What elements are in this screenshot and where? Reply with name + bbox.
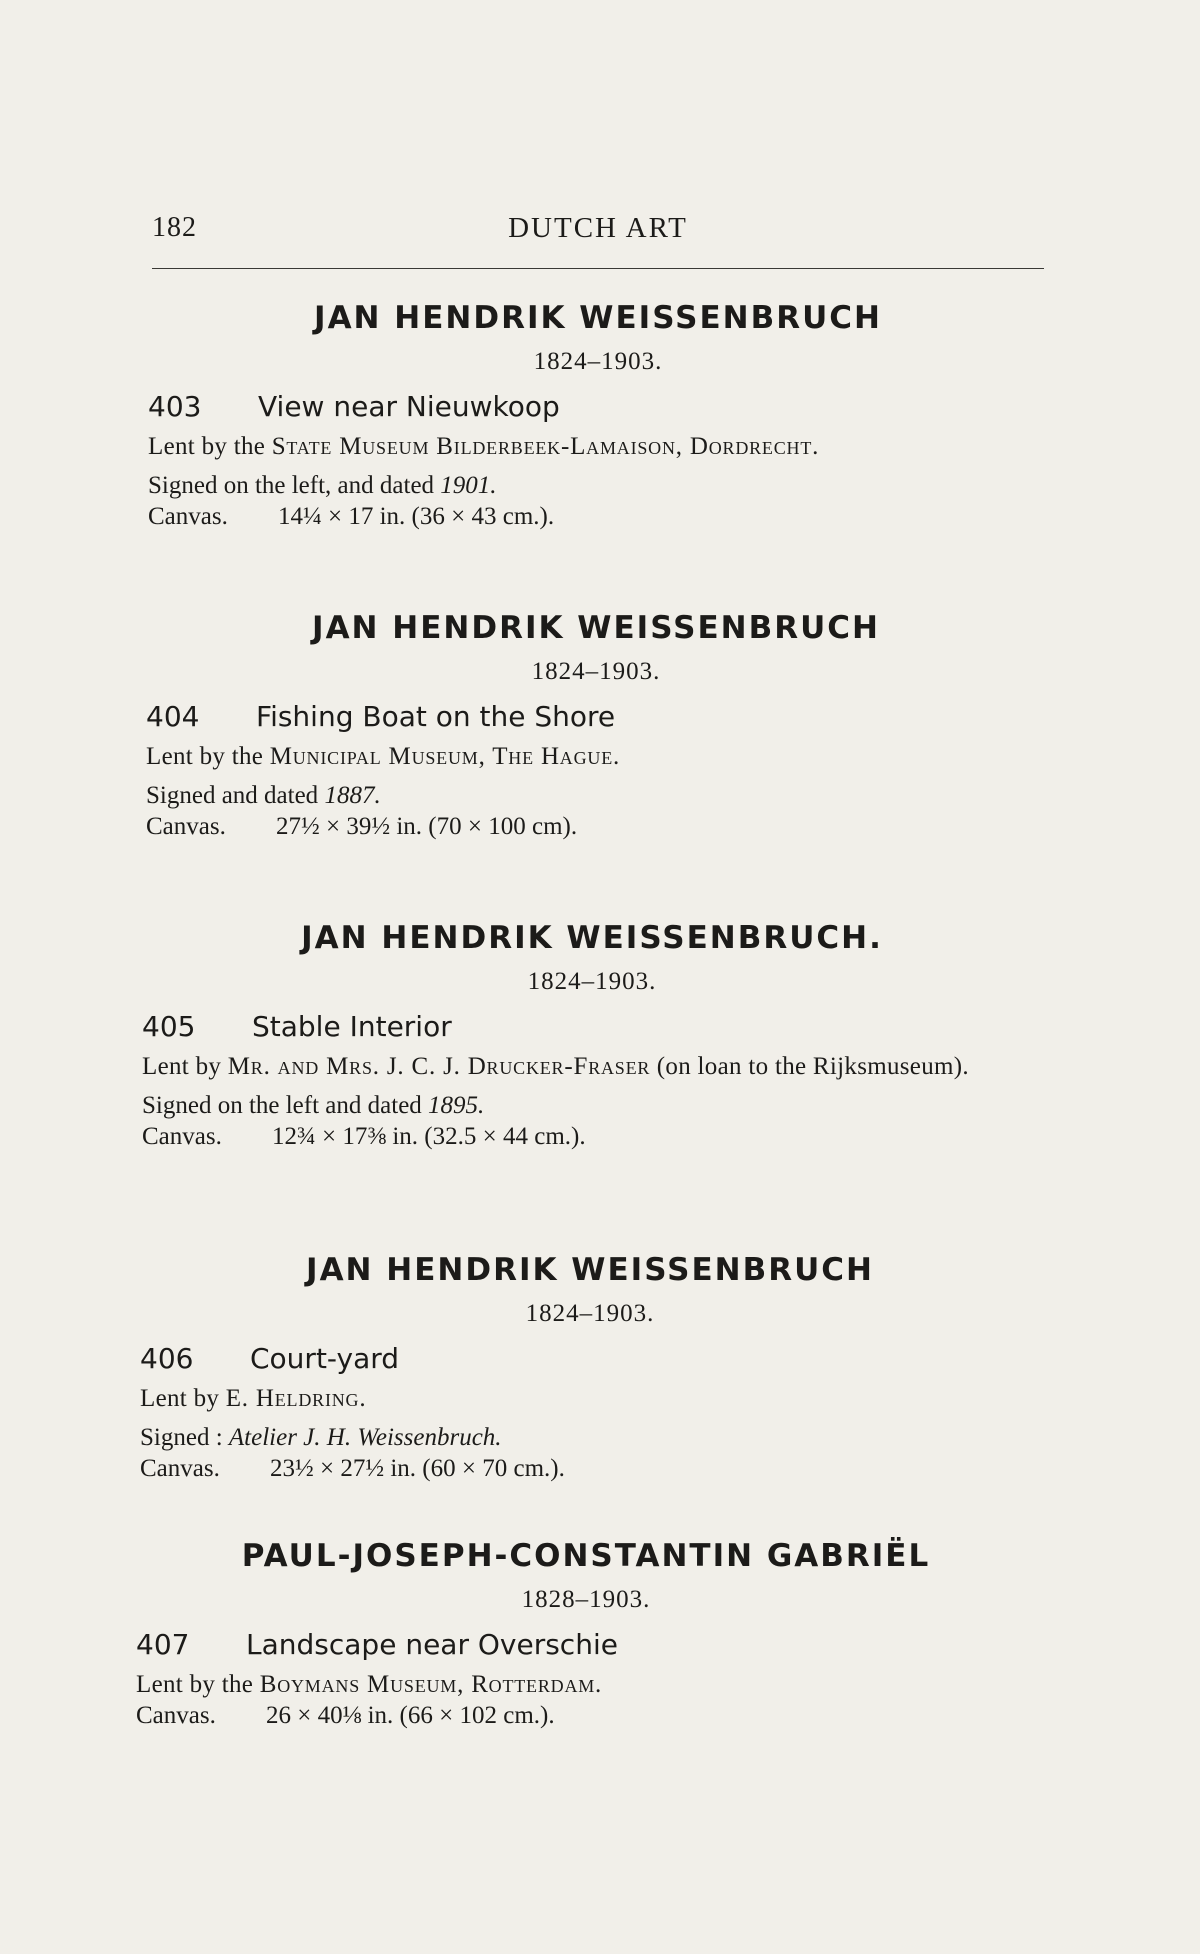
lender-note: (on loan to the Rijksmuseum). bbox=[656, 1053, 969, 1080]
signature-text: Signed and dated bbox=[146, 782, 319, 809]
lender-line bbox=[140, 1383, 1040, 1414]
signature-line bbox=[140, 1422, 1040, 1453]
medium: Canvas. bbox=[146, 813, 226, 840]
lender-prefix: Lent by the bbox=[136, 1671, 254, 1698]
signature-inscription: Atelier J. H. Weissenbruch. bbox=[228, 1424, 502, 1451]
artist-name: PAUL-JOSEPH-CONSTANTIN GABRIËL bbox=[241, 1538, 931, 1574]
catalogue-entry-407 bbox=[136, 1538, 1036, 1731]
entry-number: 404 bbox=[146, 700, 200, 733]
signature-text: Signed : bbox=[140, 1424, 223, 1451]
medium-line bbox=[148, 501, 1048, 532]
artist-dates: 1824–1903. bbox=[525, 1300, 655, 1327]
signature-text: Signed on the left, and dated bbox=[148, 472, 435, 499]
signature-line bbox=[146, 780, 1046, 811]
lender-line bbox=[146, 741, 1046, 772]
catalogue-entry-404 bbox=[146, 610, 1046, 842]
artist-name: JAN HENDRIK WEISSENBRUCH bbox=[314, 300, 882, 336]
entry-title: Stable Interior bbox=[252, 1010, 452, 1043]
entry-title: Landscape near Overschie bbox=[246, 1628, 618, 1661]
dimensions: 14¼ × 17 in. (36 × 43 cm.). bbox=[278, 503, 555, 530]
medium-line bbox=[136, 1700, 1036, 1731]
entry-title: Fishing Boat on the Shore bbox=[256, 700, 616, 733]
signature-text: Signed on the left and dated bbox=[142, 1092, 422, 1119]
lender-name: Mr. and Mrs. J. C. J. Drucker-Fraser bbox=[227, 1053, 651, 1080]
lender-prefix: Lent by the bbox=[146, 743, 264, 770]
entry-title-line bbox=[136, 1628, 1036, 1661]
page-header bbox=[152, 208, 1044, 248]
signature-date: 1901. bbox=[440, 472, 497, 499]
entry-number: 403 bbox=[148, 390, 202, 423]
catalogue-entry-403 bbox=[148, 300, 1048, 532]
lender-prefix: Lent by bbox=[140, 1385, 220, 1412]
lender-name: Municipal Museum, The Hague. bbox=[269, 743, 621, 770]
entry-number: 406 bbox=[140, 1342, 194, 1375]
entry-number: 405 bbox=[142, 1010, 196, 1043]
lender-prefix: Lent by bbox=[142, 1053, 222, 1080]
lender-name: State Museum Bilderbeek-Lamaison, Dordrecht. bbox=[271, 433, 820, 460]
lender-line bbox=[142, 1051, 1042, 1082]
artist-name: JAN HENDRIK WEISSENBRUCH bbox=[312, 610, 880, 646]
artist-name: JAN HENDRIK WEISSENBRUCH bbox=[306, 1252, 874, 1288]
artist-dates: 1824–1903. bbox=[531, 658, 661, 685]
lender-prefix: Lent by the bbox=[148, 433, 266, 460]
medium-line bbox=[142, 1121, 1042, 1152]
dimensions: 12¾ × 17⅜ in. (32.5 × 44 cm.). bbox=[272, 1123, 586, 1150]
entry-title-line bbox=[148, 390, 1048, 423]
artist-name: JAN HENDRIK WEISSENBRUCH. bbox=[301, 920, 883, 956]
artist-dates: 1824–1903. bbox=[527, 968, 657, 995]
medium: Canvas. bbox=[136, 1702, 216, 1729]
artist-dates: 1828–1903. bbox=[521, 1586, 651, 1613]
dimensions: 23½ × 27½ in. (60 × 70 cm.). bbox=[270, 1455, 565, 1482]
catalogue-entry-406 bbox=[140, 1252, 1040, 1484]
medium: Canvas. bbox=[142, 1123, 222, 1150]
signature-line bbox=[148, 470, 1048, 501]
catalogue-entry-405 bbox=[142, 920, 1042, 1152]
entry-title-line bbox=[142, 1010, 1042, 1043]
signature-date: 1895. bbox=[428, 1092, 485, 1119]
entry-title: View near Nieuwkoop bbox=[258, 390, 560, 423]
entry-title-line bbox=[140, 1342, 1040, 1375]
medium-line bbox=[146, 811, 1046, 842]
header-rule bbox=[152, 268, 1044, 269]
signature-date: 1887. bbox=[324, 782, 381, 809]
entry-title-line bbox=[146, 700, 1046, 733]
lender-name: Boymans Museum, Rotterdam. bbox=[259, 1671, 603, 1698]
lender-line bbox=[136, 1669, 1036, 1700]
signature-line bbox=[142, 1090, 1042, 1121]
medium: Canvas. bbox=[140, 1455, 220, 1482]
entry-number: 407 bbox=[136, 1628, 190, 1661]
running-title: DUTCH ART bbox=[508, 212, 688, 244]
lender-line bbox=[148, 431, 1048, 462]
medium-line bbox=[140, 1453, 1040, 1484]
medium: Canvas. bbox=[148, 503, 228, 530]
artist-dates: 1824–1903. bbox=[533, 348, 663, 375]
dimensions: 27½ × 39½ in. (70 × 100 cm). bbox=[276, 813, 578, 840]
entry-title: Court-yard bbox=[250, 1342, 400, 1375]
lender-name: E. Heldring. bbox=[225, 1385, 367, 1412]
dimensions: 26 × 40⅛ in. (66 × 102 cm.). bbox=[266, 1702, 555, 1729]
page-number: 182 bbox=[152, 212, 197, 243]
